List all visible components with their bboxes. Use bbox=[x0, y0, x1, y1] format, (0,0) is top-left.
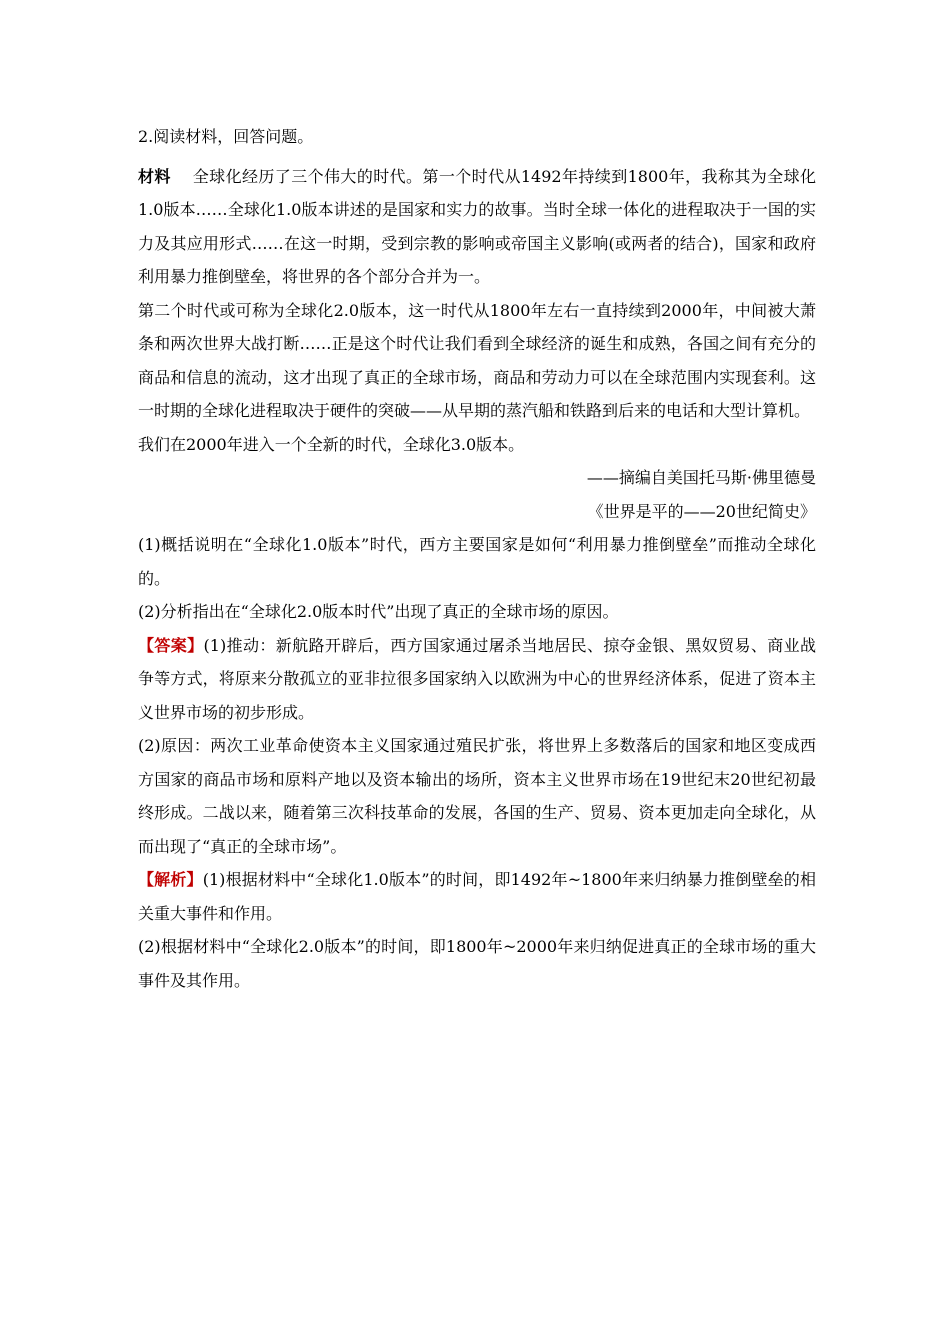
analysis-1-text: (1)根据材料中“全球化1.0版本”的时间，即1492年~1800年来归纳暴力推倒壁垒的相关重大事件和作用。 bbox=[138, 870, 816, 923]
answer-2: (2)原因：两次工业革命使资本主义国家通过殖民扩张，将世界上多数落后的国家和地区变成西方国家的商品市场和原料产地以及资本输出的场所，资本主义世界市场在19世纪末20世纪初最终形成。二战以来，随着第三次科技革命的发展，各国的生产、贸易、资本更加走向全球化，从而出现了“真正的全球市场”。 bbox=[138, 736, 816, 856]
material-text-1: 全球化经历了三个伟大的时代。第一个时代从1492年持续到1800年，我称其为全球化1.0版本……全球化1.0版本讲述的是国家和实力的故事。当时全球一体化的进程取决于一国的实力及其应用形式……在这一时期，受到宗教的影响或帝国主义影响(或两者的结合)，国家和政府利用暴力推倒壁垒，将世界的各个部分合并为一。 bbox=[138, 166, 816, 286]
document-page bbox=[138, 120, 816, 997]
sub-question-1: (1)概括说明在“全球化1.0版本”时代，西方主要国家是如何“利用暴力推倒壁垒”而推动全球化的。 bbox=[138, 535, 816, 588]
answer-label: 【答案】 bbox=[138, 635, 204, 655]
answer-1-text: (1)推动：新航路开辟后，西方国家通过屠杀当地居民、掠夺金银、黑奴贸易、商业战争等方式，将原来分散孤立的亚非拉很多国家纳入以欧洲为中心的世界经济体系，促进了资本主义世界市场的初步形成。 bbox=[138, 635, 816, 722]
answer-1 bbox=[138, 629, 816, 730]
source-author: ——摘编自美国托马斯·佛里德曼 bbox=[586, 468, 816, 487]
question-heading: 2.阅读材料，回答问题。 bbox=[138, 127, 314, 146]
source-book: 《世界是平的——20世纪简史》 bbox=[587, 501, 816, 521]
material-paragraph-1 bbox=[138, 160, 816, 294]
analysis-label: 【解析】 bbox=[138, 870, 203, 889]
material-label: 材料 bbox=[138, 166, 171, 186]
material-paragraph-2: 第二个时代或可称为全球化2.0版本，这一时代从1800年左右一直持续到2000年，中间被大萧条和两次世界大战打断……正是这个时代让我们看到全球经济的诞生和成熟，各国之间有充分的商品和信息的流动，这才出现了真正的全球市场，商品和劳动力可以在全球范围内实现套利。这一时期的全球化进程取决于硬件的突破——从早期的蒸汽船和铁路到后来的电话和大型计算机。 bbox=[138, 300, 816, 420]
material-paragraph-3: 我们在2000年进入一个全新的时代，全球化3.0版本。 bbox=[138, 434, 525, 454]
analysis-2: (2)根据材料中“全球化2.0版本”的时间，即1800年~2000年来归纳促进真正的全球市场的重大事件及其作用。 bbox=[138, 937, 816, 990]
analysis-1 bbox=[138, 863, 816, 930]
sub-question-2: (2)分析指出在“全球化2.0版本时代”出现了真正的全球市场的原因。 bbox=[138, 602, 619, 621]
